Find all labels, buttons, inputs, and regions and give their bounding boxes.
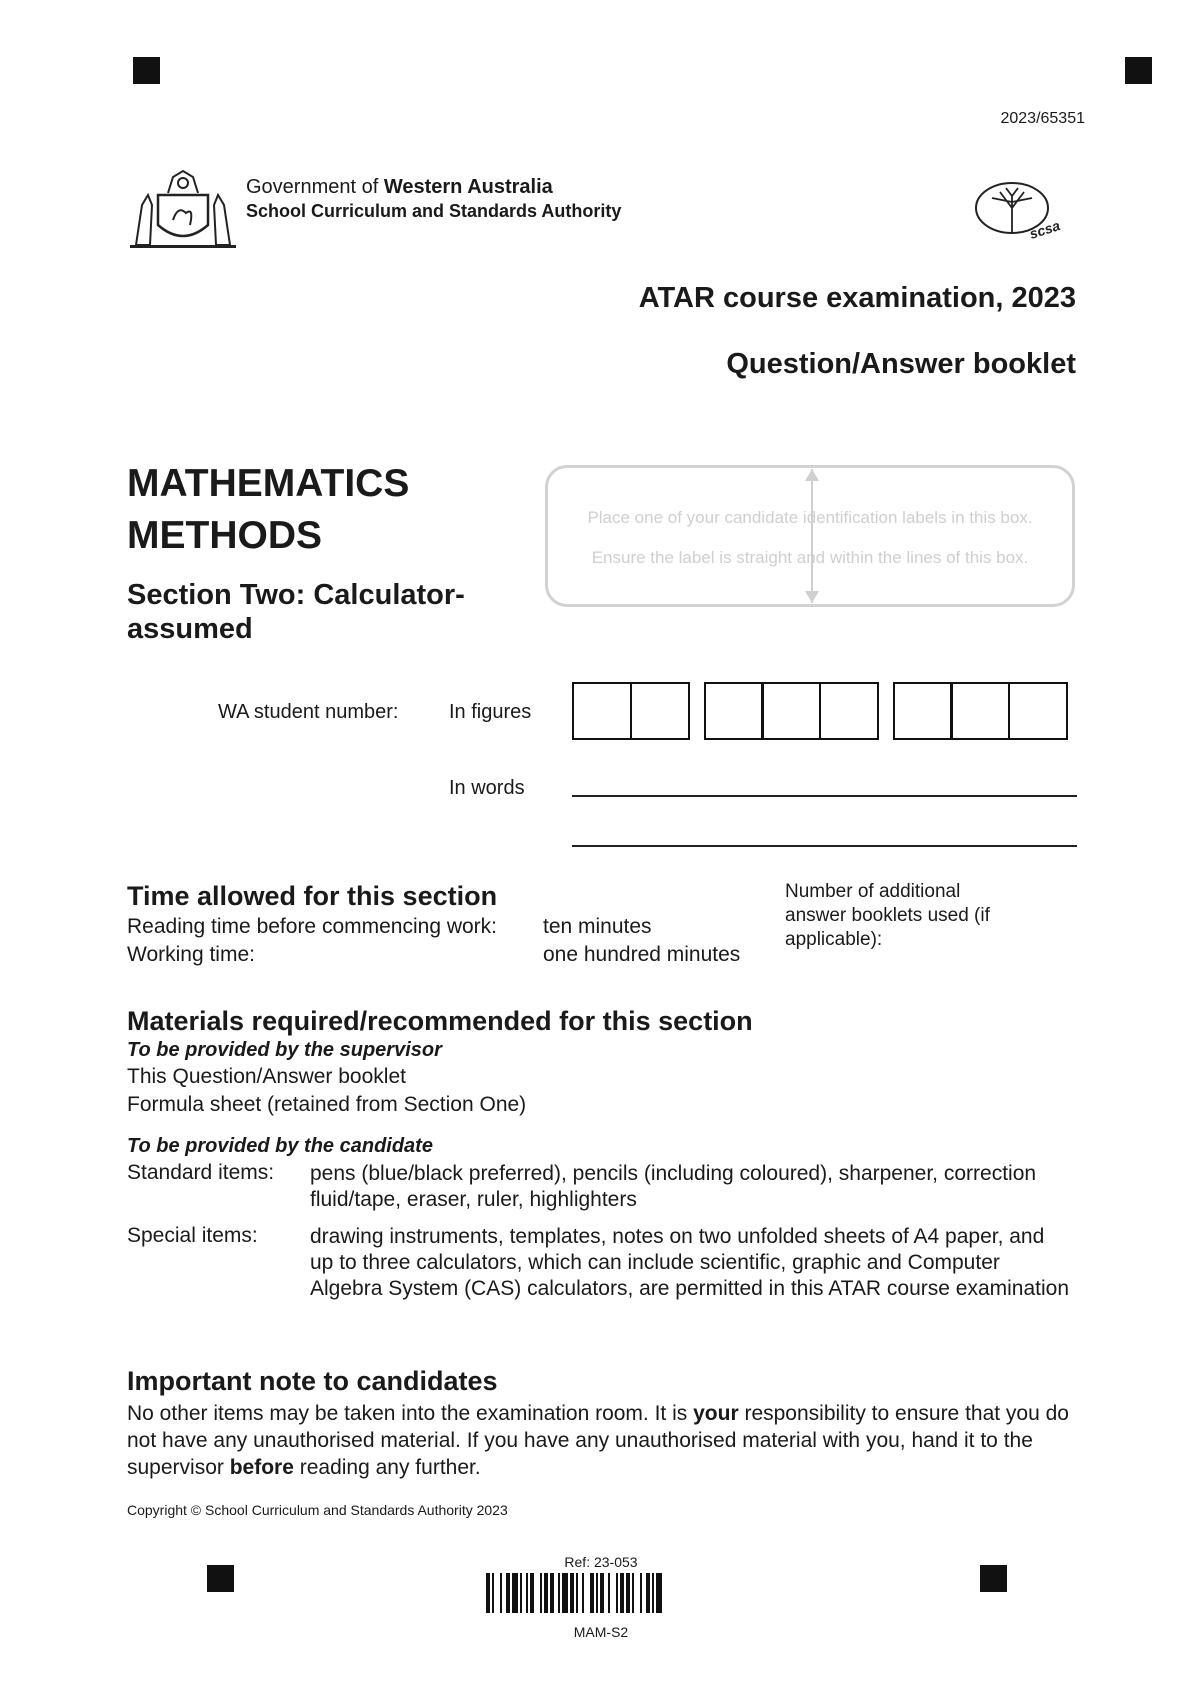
digit-box[interactable] bbox=[1008, 682, 1068, 740]
booklet-type: Question/Answer booklet bbox=[726, 348, 1076, 380]
time-allowed-heading: Time allowed for this section bbox=[127, 881, 498, 911]
reference-code: Ref: 23-053 bbox=[564, 1554, 638, 1570]
registration-mark-bottom-left bbox=[207, 1565, 234, 1592]
reading-time-label: Reading time before commencing work: bbox=[127, 915, 498, 938]
important-note-heading: Important note to candidates bbox=[127, 1366, 498, 1396]
registration-mark-top-right bbox=[1125, 57, 1152, 84]
government-name: Government of Western Australia bbox=[246, 176, 553, 198]
in-words-label: In words bbox=[449, 777, 525, 799]
digit-box[interactable] bbox=[704, 682, 764, 740]
special-items-label: Special items: bbox=[127, 1224, 258, 1247]
document-code: 2023/65351 bbox=[1000, 110, 1085, 127]
supervisor-item: This Question/Answer booklet bbox=[127, 1065, 406, 1088]
digit-box[interactable] bbox=[630, 682, 690, 740]
reading-time-value: ten minutes bbox=[543, 915, 652, 938]
in-words-line-1[interactable] bbox=[572, 795, 1077, 797]
exam-title: ATAR course examination, 2023 bbox=[638, 282, 1076, 314]
copyright: Copyright © School Curriculum and Standards Authority 2023 bbox=[127, 1502, 508, 1518]
svg-text:scsa: scsa bbox=[1027, 217, 1062, 242]
wa-crest-icon bbox=[128, 165, 238, 250]
digit-box[interactable] bbox=[893, 682, 953, 740]
label-box-instruction-2: Ensure the label is straight and within the lines of this box. bbox=[591, 548, 1029, 567]
digit-box[interactable] bbox=[761, 682, 821, 740]
label-box-instruction-1: Place one of your candidate identification labels in this box. bbox=[587, 508, 1033, 527]
authority-name: School Curriculum and Standards Authority bbox=[246, 201, 622, 221]
digit-box[interactable] bbox=[572, 682, 632, 740]
additional-booklets-label: Number of additional answer booklets used (if applicable): bbox=[785, 881, 990, 950]
student-number-boxes bbox=[572, 682, 1082, 740]
digit-box[interactable] bbox=[819, 682, 879, 740]
scsa-logo-icon bbox=[972, 178, 1062, 244]
subject-name: MATHEMATICS METHODS bbox=[127, 462, 410, 557]
in-words-line-2[interactable] bbox=[572, 845, 1077, 847]
student-number-label: WA student number: bbox=[218, 701, 399, 723]
section-name: Section Two: Calculator-assumed bbox=[127, 579, 465, 645]
candidate-heading: To be provided by the candidate bbox=[127, 1135, 433, 1157]
standard-items-label: Standard items: bbox=[127, 1161, 275, 1184]
working-time-value: one hundred minutes bbox=[543, 943, 741, 966]
working-time-label: Working time: bbox=[127, 943, 255, 966]
in-figures-label: In figures bbox=[449, 701, 532, 723]
barcode-icon bbox=[486, 1573, 718, 1613]
supervisor-item: Formula sheet (retained from Section One) bbox=[127, 1093, 527, 1116]
registration-mark-bottom-right bbox=[980, 1565, 1007, 1592]
supervisor-heading: To be provided by the supervisor bbox=[127, 1039, 442, 1061]
materials-heading: Materials required/recommended for this section bbox=[127, 1006, 753, 1036]
important-note-text: No other items may be taken into the examination room. It is your responsibility to ensure that you do not have any unauthorised material. If you have any unauthorised material with you, hand it to the supervisor before reading any further. bbox=[127, 1402, 1069, 1479]
registration-mark-top-left bbox=[133, 57, 160, 84]
digit-box[interactable] bbox=[950, 682, 1010, 740]
special-items-text: drawing instruments, templates, notes on two unfolded sheets of A4 paper, and up to three calculators, which can include scientific, graphic and Computer Algebra System (CAS) calculators, are permitted in this ATAR course examination bbox=[310, 1225, 1070, 1300]
paper-code: MAM-S2 bbox=[573, 1624, 629, 1640]
double-arrow-icon bbox=[800, 465, 824, 607]
standard-items-text: pens (blue/black preferred), pencils (including coloured), sharpener, correction fluid/tape, eraser, ruler, highlighters bbox=[310, 1162, 1037, 1211]
